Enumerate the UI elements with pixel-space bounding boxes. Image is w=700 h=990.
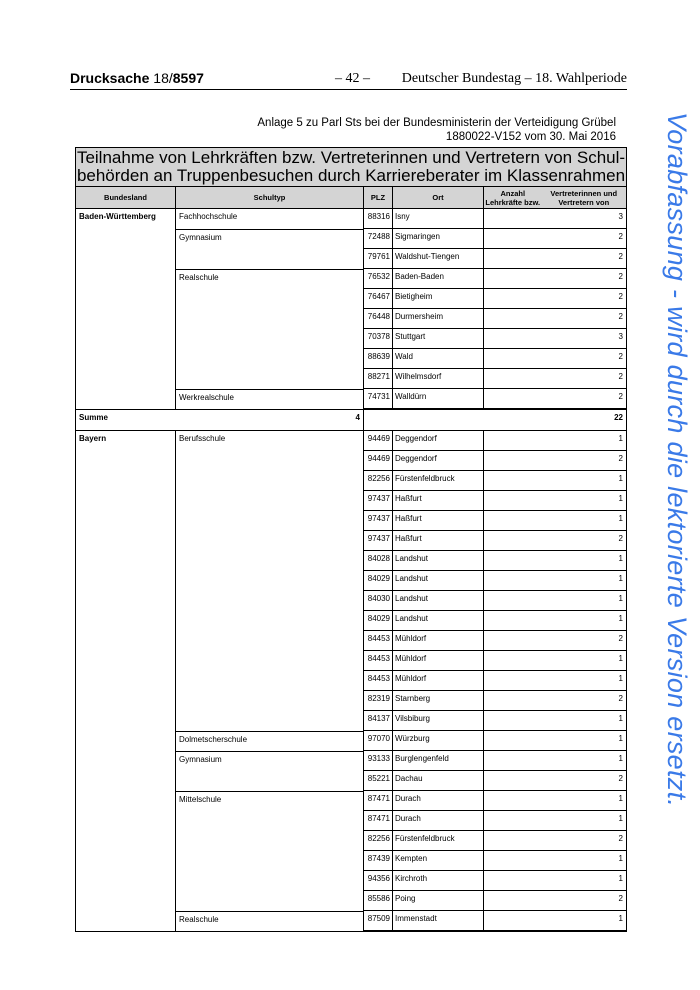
table-row bbox=[76, 691, 626, 711]
cell-plz: 97437 bbox=[364, 531, 393, 551]
cell-schultyp bbox=[176, 691, 364, 711]
cell-plz: 87509 bbox=[364, 911, 393, 931]
cell-anzahl: 2 bbox=[484, 309, 626, 329]
cell-schultyp bbox=[176, 309, 364, 329]
cell-anzahl: 2 bbox=[484, 531, 626, 551]
cell-anzahl: 2 bbox=[484, 771, 626, 791]
cell-ort: Stuttgart bbox=[393, 329, 484, 349]
cell-anzahl: 1 bbox=[484, 511, 626, 531]
cell-bundesland bbox=[76, 611, 176, 631]
table-row bbox=[76, 229, 626, 249]
cell-anzahl: 1 bbox=[484, 871, 626, 891]
cell-plz: 84453 bbox=[364, 651, 393, 671]
table-row bbox=[76, 551, 626, 571]
cell-bundesland bbox=[76, 651, 176, 671]
header-rule bbox=[70, 89, 627, 90]
cell-ort: Haßfurt bbox=[393, 511, 484, 531]
cell-anzahl: 1 bbox=[484, 751, 626, 771]
cell-anzahl: 1 bbox=[484, 611, 626, 631]
cell-schultyp bbox=[176, 671, 364, 691]
cell-plz: 72488 bbox=[364, 229, 393, 249]
cell-schultyp: Gymnasium bbox=[176, 229, 364, 249]
cell-ort: Starnberg bbox=[393, 691, 484, 711]
table-row bbox=[76, 591, 626, 611]
cell-bundesland bbox=[76, 791, 176, 811]
table-row bbox=[76, 451, 626, 471]
institution: Deutscher Bundestag – 18. Wahlperiode bbox=[401, 71, 627, 86]
cell-plz: 94469 bbox=[364, 451, 393, 471]
cell-ort: Durmersheim bbox=[393, 309, 484, 329]
table-row bbox=[76, 831, 626, 851]
table-row bbox=[76, 791, 626, 811]
cell-plz: 79761 bbox=[364, 249, 393, 269]
table-row bbox=[76, 731, 626, 751]
cell-anzahl: 1 bbox=[484, 671, 626, 691]
table-row bbox=[76, 249, 626, 269]
cell-bundesland bbox=[76, 691, 176, 711]
cell-bundesland: Baden-Württemberg bbox=[76, 209, 176, 229]
cell-schultyp: Werkrealschule bbox=[176, 389, 364, 409]
cell-schultyp: Dolmetscherschule bbox=[176, 731, 364, 751]
cell-ort: Landshut bbox=[393, 551, 484, 571]
cell-plz: 87471 bbox=[364, 811, 393, 831]
cell-plz: 97437 bbox=[364, 511, 393, 531]
cell-bundesland bbox=[76, 571, 176, 591]
cell-ort: Deggendorf bbox=[393, 431, 484, 451]
cell-anzahl: 1 bbox=[484, 551, 626, 571]
table-row bbox=[76, 751, 626, 771]
cell-schultyp bbox=[176, 491, 364, 511]
summary-count: 4 bbox=[176, 410, 364, 430]
cell-anzahl: 2 bbox=[484, 831, 626, 851]
cell-plz: 93133 bbox=[364, 751, 393, 771]
cell-plz: 84029 bbox=[364, 571, 393, 591]
draft-watermark: Vorabfassung - wird durch die lektorierte Version ersetzt. bbox=[662, 112, 692, 808]
cell-schultyp: Realschule bbox=[176, 269, 364, 289]
cell-ort: Haßfurt bbox=[393, 531, 484, 551]
cell-plz: 84028 bbox=[364, 551, 393, 571]
summary-total: 22 bbox=[614, 413, 623, 422]
table-row bbox=[76, 209, 626, 229]
cell-bundesland bbox=[76, 471, 176, 491]
cell-anzahl: 1 bbox=[484, 911, 626, 931]
data-table bbox=[75, 147, 627, 932]
cell-anzahl: 1 bbox=[484, 811, 626, 831]
cell-plz: 76467 bbox=[364, 289, 393, 309]
table-row bbox=[76, 771, 626, 791]
cell-bundesland bbox=[76, 451, 176, 471]
cell-ort: Mühldorf bbox=[393, 651, 484, 671]
cell-plz: 82256 bbox=[364, 471, 393, 491]
cell-schultyp bbox=[176, 369, 364, 389]
cell-bundesland bbox=[76, 511, 176, 531]
cell-anzahl: 1 bbox=[484, 431, 626, 451]
cell-anzahl: 2 bbox=[484, 249, 626, 269]
cell-schultyp bbox=[176, 631, 364, 651]
cell-schultyp bbox=[176, 771, 364, 791]
cell-ort: Landshut bbox=[393, 611, 484, 631]
cell-plz: 87471 bbox=[364, 791, 393, 811]
cell-ort: Immenstadt bbox=[393, 911, 484, 931]
cell-schultyp bbox=[176, 811, 364, 831]
table-row bbox=[76, 349, 626, 369]
cell-anzahl: 2 bbox=[484, 631, 626, 651]
cell-ort: Durach bbox=[393, 791, 484, 811]
col-ort: Ort bbox=[393, 187, 484, 208]
cell-ort: Walldürn bbox=[393, 389, 484, 409]
cell-ort: Waldshut-Tiengen bbox=[393, 249, 484, 269]
cell-plz: 94469 bbox=[364, 431, 393, 451]
cell-bundesland bbox=[76, 871, 176, 891]
col-anzahl: Anzahl Lehrkräfte bzw. Vertreterinnen und Vertretern von bbox=[485, 188, 618, 207]
doc-label: Drucksache 18/8597 bbox=[70, 70, 204, 86]
cell-bundesland bbox=[76, 911, 176, 931]
cell-anzahl: 2 bbox=[484, 389, 626, 409]
cell-ort: Bietigheim bbox=[393, 289, 484, 309]
cell-schultyp bbox=[176, 591, 364, 611]
summary-label: Summe bbox=[79, 413, 108, 422]
cell-plz: 82256 bbox=[364, 831, 393, 851]
table-row bbox=[76, 309, 626, 329]
cell-anzahl: 2 bbox=[484, 229, 626, 249]
cell-ort: Fürstenfeldbruck bbox=[393, 831, 484, 851]
cell-ort: Wilhelmsdorf bbox=[393, 369, 484, 389]
cell-anzahl: 1 bbox=[484, 791, 626, 811]
table-row bbox=[76, 911, 626, 931]
cell-bundesland bbox=[76, 891, 176, 911]
table-title: Teilnahme von Lehrkräften bzw. Vertreterinnen und Vertretern von Schul- behörden an Truppenbesuchen durch Karriereberater im Klassenrahmen bbox=[76, 148, 626, 185]
cell-bundesland bbox=[76, 671, 176, 691]
section-baden-wuerttemberg bbox=[76, 209, 626, 409]
table-row bbox=[76, 671, 626, 691]
cell-anzahl: 1 bbox=[484, 711, 626, 731]
cell-bundesland bbox=[76, 249, 176, 269]
cell-schultyp bbox=[176, 289, 364, 309]
cell-anzahl: 2 bbox=[484, 691, 626, 711]
cell-ort: Haßfurt bbox=[393, 491, 484, 511]
cell-schultyp bbox=[176, 851, 364, 871]
table-row bbox=[76, 471, 626, 491]
cell-ort: Durach bbox=[393, 811, 484, 831]
cell-schultyp bbox=[176, 831, 364, 851]
cell-ort: Kempten bbox=[393, 851, 484, 871]
cell-bundesland bbox=[76, 491, 176, 511]
page-header bbox=[70, 70, 627, 92]
cell-schultyp: Fachhochschule bbox=[176, 209, 364, 229]
cell-schultyp bbox=[176, 571, 364, 591]
table-row bbox=[76, 611, 626, 631]
cell-anzahl: 2 bbox=[484, 289, 626, 309]
table-row bbox=[76, 711, 626, 731]
cell-plz: 84453 bbox=[364, 631, 393, 651]
cell-ort: Mühldorf bbox=[393, 631, 484, 651]
table-row bbox=[76, 871, 626, 891]
cell-schultyp bbox=[176, 891, 364, 911]
cell-bundesland bbox=[76, 229, 176, 249]
cell-schultyp: Realschule bbox=[176, 911, 364, 931]
section-bayern bbox=[76, 431, 626, 931]
cell-plz: 88316 bbox=[364, 209, 393, 229]
cell-plz: 84030 bbox=[364, 591, 393, 611]
cell-schultyp bbox=[176, 249, 364, 269]
cell-schultyp bbox=[176, 551, 364, 571]
cell-bundesland bbox=[76, 269, 176, 289]
cell-anzahl: 2 bbox=[484, 451, 626, 471]
table-row bbox=[76, 811, 626, 831]
table-row bbox=[76, 511, 626, 531]
cell-schultyp bbox=[176, 451, 364, 471]
cell-bundesland bbox=[76, 329, 176, 349]
column-headers bbox=[76, 187, 626, 209]
cell-schultyp bbox=[176, 511, 364, 531]
cell-ort: Vilsbiburg bbox=[393, 711, 484, 731]
cell-plz: 84137 bbox=[364, 711, 393, 731]
cell-bundesland bbox=[76, 591, 176, 611]
table-row bbox=[76, 431, 626, 451]
cell-plz: 87439 bbox=[364, 851, 393, 871]
cell-bundesland bbox=[76, 631, 176, 651]
cell-bundesland bbox=[76, 731, 176, 751]
cell-schultyp bbox=[176, 531, 364, 551]
cell-plz: 74731 bbox=[364, 389, 393, 409]
page-number: – 42 – bbox=[335, 71, 370, 86]
cell-schultyp bbox=[176, 651, 364, 671]
cell-plz: 82319 bbox=[364, 691, 393, 711]
cell-bundesland: Bayern bbox=[76, 431, 176, 451]
cell-plz: 84029 bbox=[364, 611, 393, 631]
summary-row bbox=[76, 409, 626, 431]
cell-schultyp bbox=[176, 349, 364, 369]
cell-anzahl: 1 bbox=[484, 491, 626, 511]
cell-plz: 88639 bbox=[364, 349, 393, 369]
cell-ort: Wald bbox=[393, 349, 484, 369]
col-plz: PLZ bbox=[364, 187, 393, 208]
cell-bundesland bbox=[76, 309, 176, 329]
cell-anzahl: 2 bbox=[484, 891, 626, 911]
cell-anzahl: 1 bbox=[484, 591, 626, 611]
cell-ort: Fürstenfeldbruck bbox=[393, 471, 484, 491]
cell-ort: Burglengenfeld bbox=[393, 751, 484, 771]
cell-anzahl: 1 bbox=[484, 571, 626, 591]
cell-plz: 85586 bbox=[364, 891, 393, 911]
table-row bbox=[76, 369, 626, 389]
annex-reference: Anlage 5 zu Parl Sts bei der Bundesministerin der Verteidigung Grübel 1880022-V152 vom 30. Mai 2016 bbox=[257, 117, 616, 143]
cell-bundesland bbox=[76, 851, 176, 871]
cell-bundesland bbox=[76, 771, 176, 791]
cell-ort: Landshut bbox=[393, 571, 484, 591]
cell-bundesland bbox=[76, 289, 176, 309]
table-row bbox=[76, 651, 626, 671]
table-row bbox=[76, 491, 626, 511]
table-row bbox=[76, 891, 626, 911]
cell-ort: Würzburg bbox=[393, 731, 484, 751]
cell-ort: Baden-Baden bbox=[393, 269, 484, 289]
table-row bbox=[76, 851, 626, 871]
cell-plz: 84453 bbox=[364, 671, 393, 691]
col-schultyp: Schultyp bbox=[176, 187, 364, 208]
cell-plz: 85221 bbox=[364, 771, 393, 791]
cell-plz: 70378 bbox=[364, 329, 393, 349]
table-row bbox=[76, 289, 626, 309]
cell-bundesland bbox=[76, 711, 176, 731]
cell-ort: Landshut bbox=[393, 591, 484, 611]
cell-anzahl: 3 bbox=[484, 329, 626, 349]
table-row bbox=[76, 269, 626, 289]
cell-anzahl: 1 bbox=[484, 731, 626, 751]
cell-bundesland bbox=[76, 751, 176, 771]
cell-schultyp: Mittelschule bbox=[176, 791, 364, 811]
cell-ort: Kirchroth bbox=[393, 871, 484, 891]
cell-bundesland bbox=[76, 389, 176, 409]
cell-anzahl: 1 bbox=[484, 851, 626, 871]
cell-anzahl: 2 bbox=[484, 349, 626, 369]
cell-bundesland bbox=[76, 531, 176, 551]
cell-plz: 76448 bbox=[364, 309, 393, 329]
cell-ort: Isny bbox=[393, 209, 484, 229]
cell-bundesland bbox=[76, 349, 176, 369]
col-bundesland: Bundesland bbox=[76, 187, 176, 208]
cell-schultyp bbox=[176, 871, 364, 891]
table-row bbox=[76, 531, 626, 551]
cell-plz: 76532 bbox=[364, 269, 393, 289]
cell-ort: Deggendorf bbox=[393, 451, 484, 471]
cell-anzahl: 2 bbox=[484, 369, 626, 389]
table-row bbox=[76, 389, 626, 409]
cell-anzahl: 2 bbox=[484, 269, 626, 289]
cell-bundesland bbox=[76, 369, 176, 389]
cell-ort: Poing bbox=[393, 891, 484, 911]
cell-ort: Dachau bbox=[393, 771, 484, 791]
cell-bundesland bbox=[76, 831, 176, 851]
table-row bbox=[76, 631, 626, 651]
cell-schultyp: Berufsschule bbox=[176, 431, 364, 451]
cell-bundesland bbox=[76, 811, 176, 831]
cell-anzahl: 1 bbox=[484, 651, 626, 671]
table-row bbox=[76, 329, 626, 349]
cell-ort: Mühldorf bbox=[393, 671, 484, 691]
cell-bundesland bbox=[76, 551, 176, 571]
cell-plz: 94356 bbox=[364, 871, 393, 891]
cell-schultyp: Gymnasium bbox=[176, 751, 364, 771]
cell-schultyp bbox=[176, 329, 364, 349]
table-row bbox=[76, 571, 626, 591]
cell-anzahl: 3 bbox=[484, 209, 626, 229]
cell-plz: 97437 bbox=[364, 491, 393, 511]
cell-anzahl: 1 bbox=[484, 471, 626, 491]
cell-schultyp bbox=[176, 471, 364, 491]
cell-ort: Sigmaringen bbox=[393, 229, 484, 249]
cell-schultyp bbox=[176, 611, 364, 631]
cell-plz: 88271 bbox=[364, 369, 393, 389]
cell-plz: 97070 bbox=[364, 731, 393, 751]
cell-schultyp bbox=[176, 711, 364, 731]
